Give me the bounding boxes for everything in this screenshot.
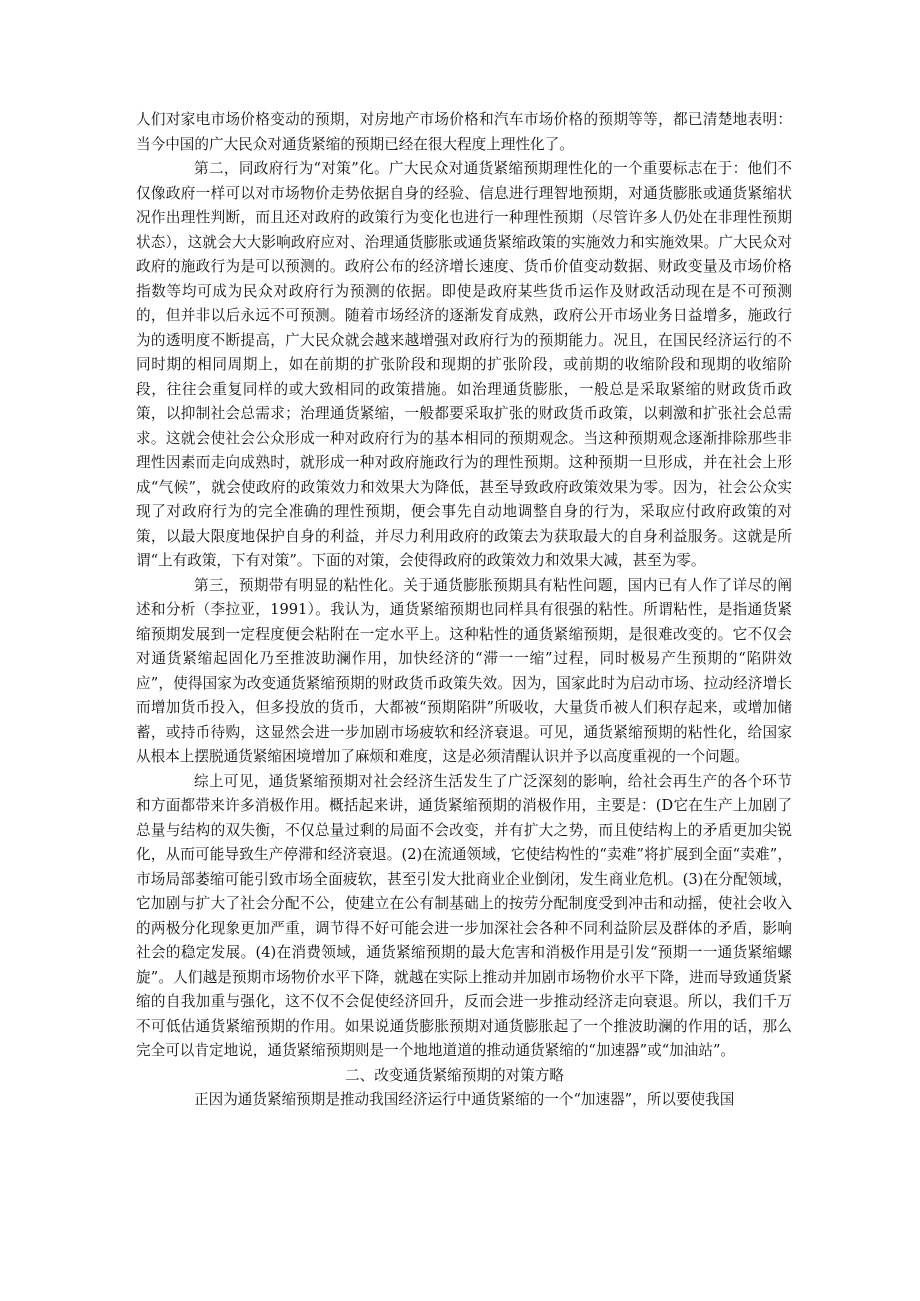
paragraph-third-point: 第三，预期带有明显的粘性化。关于通货膨胀预期具有粘性问题，国内已有人作了详尽的阐述和分析（李拉亚，1991）。我认为，通货紧缩预期也同样具有很强的粘性。所谓粘性，是指通货紧缩预期发展到一定程度便会粘附在一定水平上。这种粘性的通货紧缩预期，是很难改变的。它不仅会对通货紧缩起固化乃至推波助澜作用，加快经济的“滞一一缩”过程，同时极易产生预期的“陷阱效应”，使得国家为改变通货紧缩预期的财政货币政策失效。因为，国家此时为启动市场、拉动经济增长而增加货币投入，但多投放的货币，大都被“预期陷阱”所吸收，大量货币被人们积存起来，或增加储蓄，或持币待购，这显然会进一步加剧市场疲软和经济衰退。可见，通货紧缩预期的粘性化，给国家从根本上摆脱通货紧缩困境增加了麻烦和难度，这是必须清醒认识并予以高度重视的一个问题。	[136, 576, 793, 765]
paragraph-section-intro: 正因为通货紧缩预期是推动我国经济运行中通货紧缩的一个“加速器”，所以要使我国	[194, 1091, 735, 1108]
section-heading: 二、改变通货紧缩预期的对策方略	[345, 1066, 564, 1084]
paragraph-second-point: 第二，同政府行为“对策”化。广大民众对通货紧缩预期理性化的一个重要标志在于：他们不仅像政府一样可以对市场物价走势依据自身的经验、信息进行理智地预期，对通货膨胀或通货紧缩状况作出理性判断，而且还对政府的政策行为变化也进行一种理性预期（尽管许多人仍处在非理性预期状态），这就会大大影响政府应对、治理通货膨胀或通货紧缩政策的实施效力和实施效果。广大民众对政府的施政行为是可以预测的。政府公布的经济增长速度、货币价值变动数据、财政变量及市场价格指数等均可成为民众对政府行为预测的依据。即使是政府某些货币运作及财政活动现在是不可预测的，但并非以后永远不可预测。随着市场经济的逐渐发育成熟，政府公开市场业务日益增多，施政行为的透明度不断提高，广大民众就会越来越增强对政府行为的预期能力。况且，在国民经济运行的不同时期的相同周期上，如在前期的扩张阶段和现期的扩张阶段，或前期的收缩阶段和现期的收缩阶段，往往会重复同样的或大致相同的政策措施。如治理通货膨胀，一般总是采取紧缩的财政货币政策，以抑制社会总需求；治理通货紧缩，一般都要采取扩张的财政货币政策，以刺激和扩张社会总需求。这就会使社会公众形成一种对政府行为的基本相同的预期观念。当这种预期观念逐渐排除那些非理性因素而走向成熟时，就形成一种对政府施政行为的理性预期。这种预期一旦形成，并在社会上形成“气候”，就会使政府的政策效力和效果大为降低，甚至导致政府政策效果为零。因为，社会公众实现了对政府行为的完全准确的理性预期，便会事先自动地调整自身的行为，采取应付政府政策的对策，以最大限度地保护自身的利益，并尽力利用政府的政策去为获取最大的自身利益服务。这就是所谓“上有政策，下有对策”。下面的对策，会使得政府的政策效力和效果大减，甚至为零。	[136, 160, 792, 569]
paragraph-intro: 人们对家电市场价格变动的预期，对房地产市场价格和汽车市场价格的预期等等，都已清楚地表明：当今中国的广大民众对通货紧缩的预期已经在很大程度上理性化了。	[136, 111, 792, 153]
paragraph-summary: 综上可见，通货紧缩预期对社会经济生活发生了广泛深刻的影响，给社会再生产的各个环节和方面都带来许多消极作用。概括起来讲，通货紧缩预期的消极作用，主要是：(D它在生产上加剧了总量与结构的双失衡，不仅总量过剩的局面不会改变，并有扩大之势，而且使结构上的矛盾更加尖锐化，从而可能导致生产停滞和经济衰退。(2)在流通领域，它使结构性的“卖难”将扩展到全面“卖难”，市场局部萎缩可能引致市场全面疲软，甚至引发大批商业企业倒闭，发生商业危机。(3)在分配领域，它加剧与扩大了社会分配不公，使建立在公有制基础上的按劳分配制度受到冲击和动摇，使社会收入的两极分化现象更加严重，调节得不好可能会进一步加深社会各种不同利益阶层及群体的矛盾，影响社会的稳定发展。(4)在消费领域，通货紧缩预期的最大危害和消极作用是引发“预期一一通货紧缩螺旋”。人们越是预期市场物价水平下降，就越在实际上推动并加剧市场物价水平下降，进而导致通货紧缩的自我加重与强化，这不仅不会促使经济回升，反而会进一步推动经济走向衰退。所以，我们千万不可低估通货紧缩预期的作用。如果说通货膨胀预期对通货膨胀起了一个推波助澜的作用的话，那么完全可以肯定地说，通货紧缩预期则是一个地地道道的推动通货紧缩的“加速器”或“加油站”。	[136, 772, 792, 1059]
document-page	[136, 108, 792, 1113]
